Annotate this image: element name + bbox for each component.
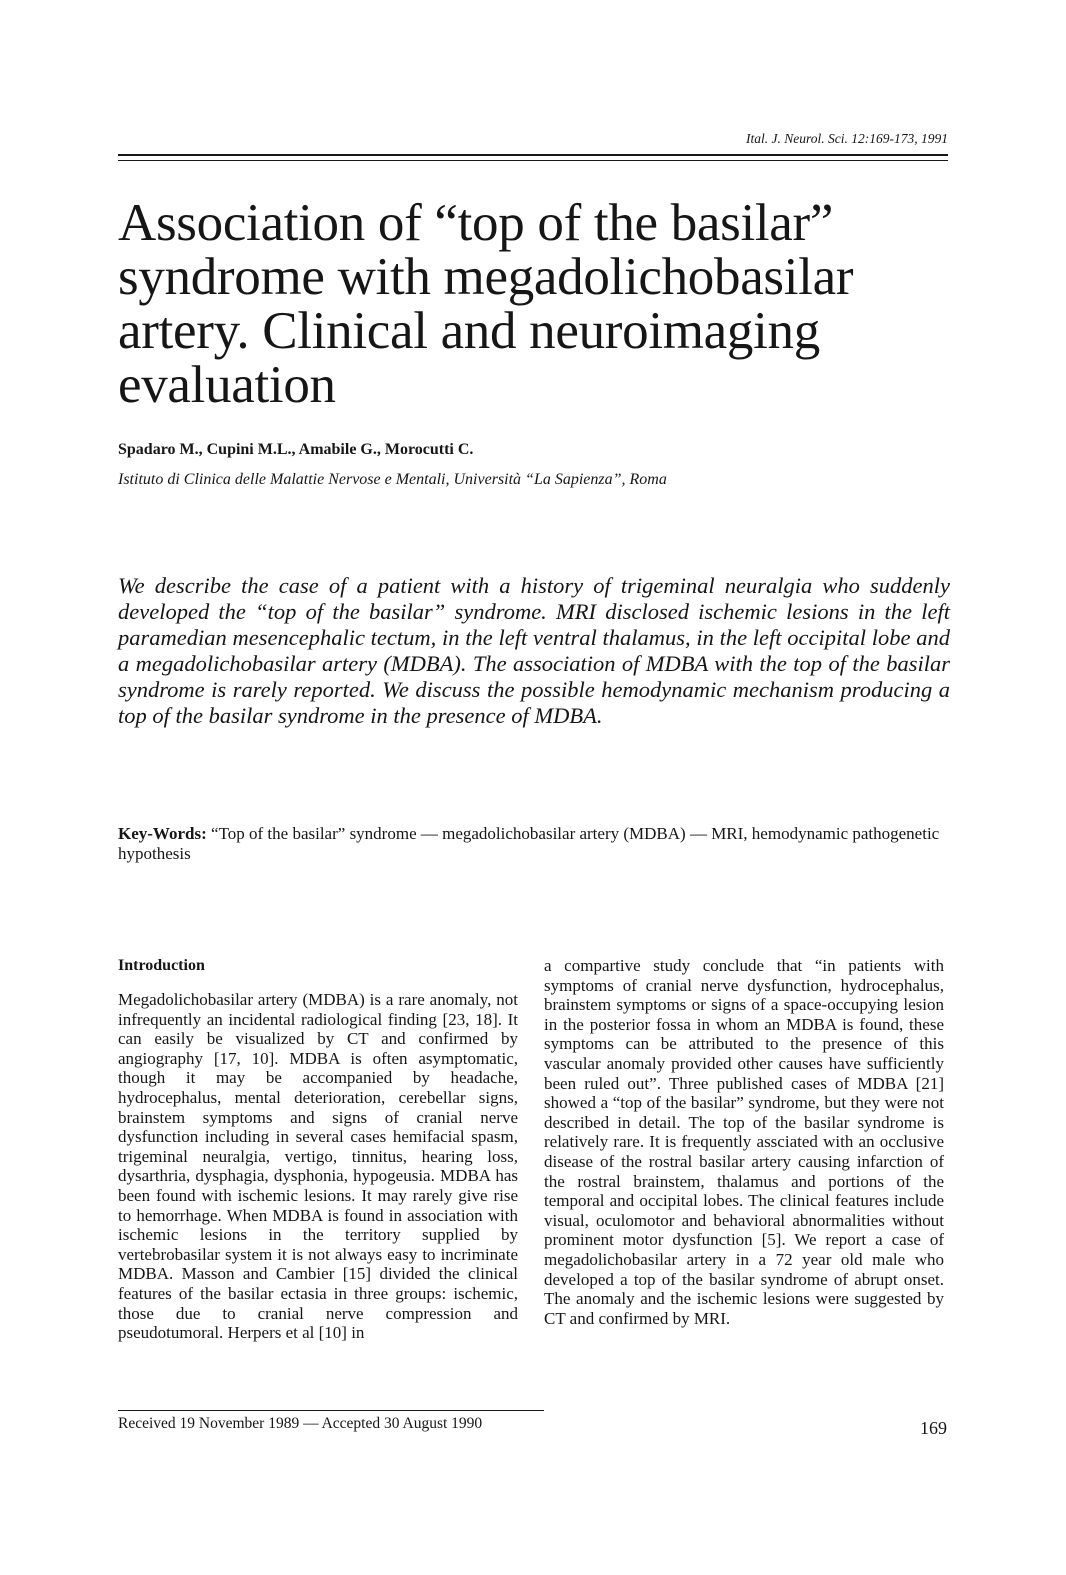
header-rule-thin <box>118 160 948 161</box>
journal-running-head: Ital. J. Neurol. Sci. 12:169-173, 1991 <box>746 131 948 146</box>
introduction-left-column <box>118 956 518 1343</box>
keywords <box>118 824 948 864</box>
author-affiliation: Istituto di Clinica delle Malattie Nervose e Mentali, Università “La Sapienza”, Roma <box>118 471 667 488</box>
footnote-rule <box>118 1410 544 1411</box>
keywords-label: Key-Words: <box>118 824 207 843</box>
keywords-text: “Top of the basilar” syndrome — megadolichobasilar artery (MDBA) — MRI, hemodynamic pathogenetic hypothesis <box>118 824 940 863</box>
section-heading-introduction: Introduction <box>118 957 205 974</box>
author-list: Spadaro M., Cupini M.L., Amabile G., Morocutti C. <box>118 441 474 458</box>
introduction-paragraph-right: a compartive study conclude that “in patients with symptoms of cranial nerve dysfunction, hydrocephalus, brainstem symptoms or signs of a space-occupying lesion in the posterior fossa in whom an MDBA is found, these symptoms can be attributed to the presence of this vascular anomaly provided other causes have sufficiently been ruled out”. Three published cases of MDBA [21] showed a “top of the basilar” syndrome, but they were not described in detail. The top of the basilar syndrome is relatively rare. It is frequently assciated with an occlusive disease of the rostral basilar artery causing infarction of the rostral brainstem, thalamus and portions of the temporal and occipital lobes. The clinical features include visual, oculomotor and behavioral abnormalities without prominent motor dysfunction [5]. We report a case of megadolichobasilar artery in a 72 year old male who developed a top of the basilar syndrome of abrupt onset. The anomaly and the ischemic lesions were suggested by CT and confirmed by MRI. <box>544 956 944 1328</box>
introduction-right-column <box>544 956 944 1328</box>
article-title: Association of “top of the basilar” syndrome with megadolichobasilar artery. Clinical and neuroimaging evaluation <box>118 194 854 414</box>
abstract: We describe the case of a patient with a history of trigeminal neuralgia who suddenly developed the “top of the basilar” syndrome. MRI disclosed ischemic lesions in the left paramedian mesencephalic tectum, in the left ventral thalamus, in the left occipital lobe and a megadolichobasilar artery (MDBA). The association of MDBA with the top of the basilar syndrome is rarely reported. We discuss the possible hemodynamic mechanism producing a top of the basilar syndrome in the presence of MDBA. <box>118 573 950 728</box>
received-accepted-dates: Received 19 November 1989 — Accepted 30 August 1990 <box>118 1415 483 1432</box>
header-rule-thick <box>118 154 948 156</box>
page-number: 169 <box>920 1418 947 1438</box>
introduction-paragraph-left: Megadolichobasilar artery (MDBA) is a rare anomaly, not infrequently an incidental radiological finding [23, 18]. It can easily be visualized by CT and confirmed by angiography [17, 10]. MDBA is often asymptomatic, though it may be accompanied by headache, hydrocephalus, mental deterioration, cerebellar signs, brainstem symptoms and signs of cranial nerve dysfunction including in several cases hemifacial spasm, trigeminal neuralgia, vertigo, tinnitus, hearing loss, dysarthria, dysphagia, dysphonia, hypogeusia. MDBA has been found with ischemic lesions. It may rarely give rise to hemorrhage. When MDBA is found in association with ischemic lesions in the territory supplied by vertebrobasilar system it is not always easy to incriminate MDBA. Masson and Cambier [15] divided the clinical features of the basilar ectasia in three groups: ischemic, those due to cranial nerve compression and pseudotumoral. Herpers et al [10] in <box>118 990 518 1343</box>
